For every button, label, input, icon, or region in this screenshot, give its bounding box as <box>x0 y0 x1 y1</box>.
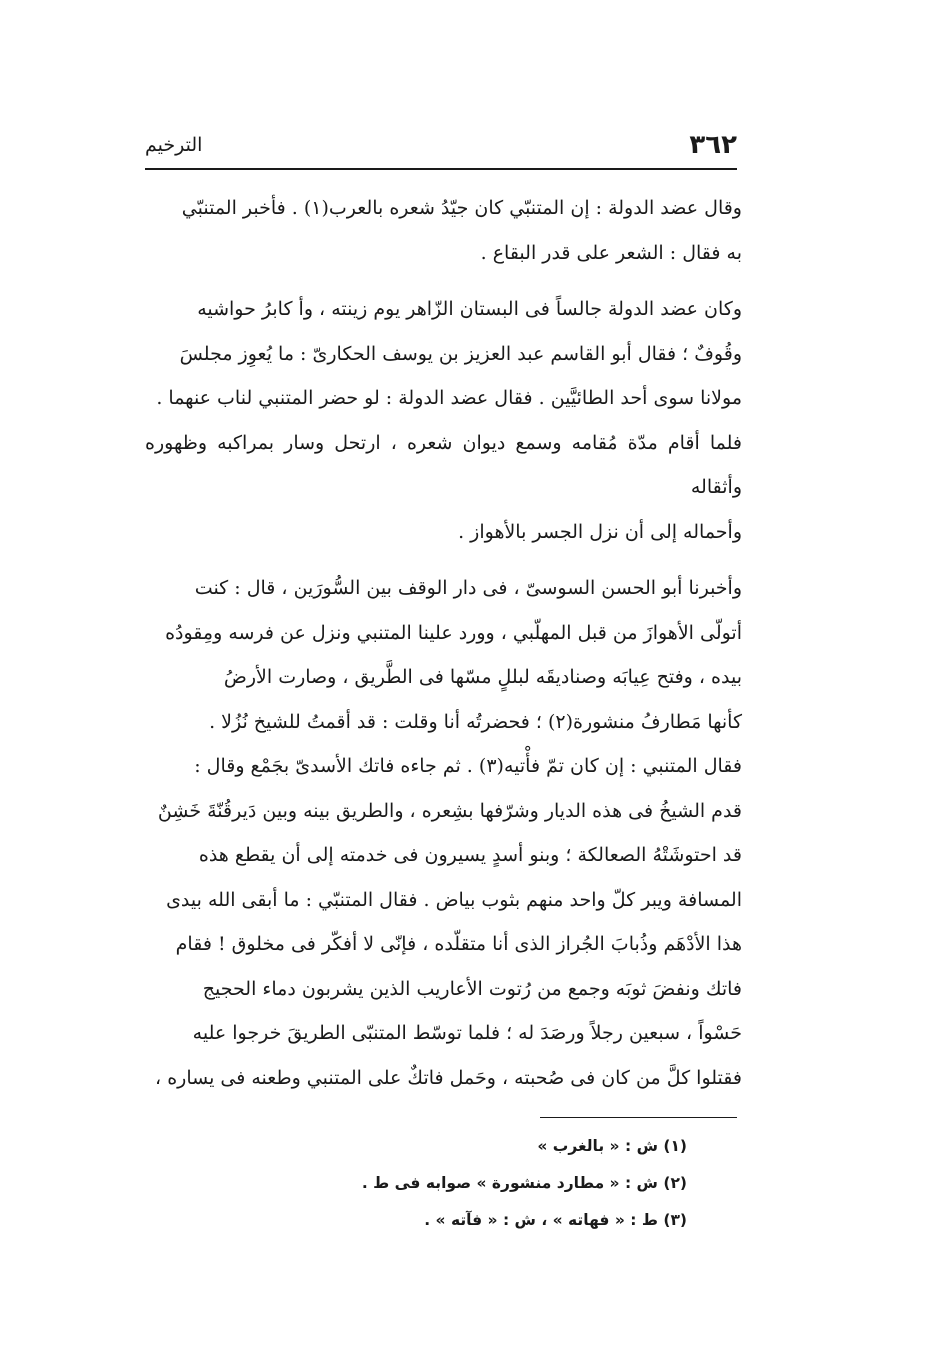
text-line: مولانا سوى أحد الطائيَّين . فقال عضد الدولة : لو حضر المتنبي لناب عنهما . <box>156 387 742 409</box>
text-line: فقتلوا كلَّ من كان فى صُحبته ، وحَمل فاتكٌ على المتنبي وطعنه فى يساره ، <box>155 1066 742 1089</box>
text-line: فاتك ونفضَ ثوبَه وجمع من رُتوت الأعاريب الذين يشربون دماء الحجيج <box>202 977 742 1000</box>
text-line: وأحماله إلى أن نزل الجسر بالأهواز . <box>458 520 742 543</box>
footnotes <box>187 1128 687 1239</box>
page-header <box>145 128 737 170</box>
footnote-2: (٢) ش : « مطارد منشورة » صوابه فى ط . <box>361 1174 687 1192</box>
text-line: كأنها مَطارفُ منشورة(٢) ؛ فحضرتُه أنا وقلت : قد أقمتُ للشيخ نُزُلا . <box>209 710 742 733</box>
text-line: وقال عضد الدولة : إن المتنبّي كان جيّدُ شعره بالعرب(١) . فأخبر المتنبّي <box>181 197 742 219</box>
paragraph-2 <box>145 287 742 554</box>
text-line: فقال المتنبي : إن كان تمّ فأْتيه(٣) . ثم جاءه فاتك الأسدىّ بجَمْع وقال : <box>194 755 742 777</box>
footnote-1: (١) ش : « بالغرب » <box>537 1137 687 1155</box>
text-line: به فقال : الشعر على قدر البقاع . <box>480 241 742 264</box>
text-line: قد احتوشَتْهُ الصعالكة ؛ وبنو أسدٍ يسيرون فى خدمته إلى أن يقطع هذه <box>198 844 742 866</box>
text-line: قدم الشيخُ فى هذه الديار وشرّفها بشِعره ، والطريق بينه وبين دَيرقُنّةَ خَشِنٌ <box>157 799 742 822</box>
text-line: بيده ، وفتح عِيابَه وصناديقَه لبللٍ مسّها فى الطَّريق ، وصارت الأرضُ <box>223 666 742 688</box>
page-number: ٣٦٢ <box>689 130 737 160</box>
paragraph-1 <box>145 186 742 275</box>
text-line: وقُوفٌ ؛ فقال أبو القاسم عبد العزيز بن يوسف الحكارىّ : ما يُعوِز مجلسَ <box>179 342 742 365</box>
running-title: الترخيم <box>145 134 203 156</box>
paragraph-3 <box>145 566 742 1100</box>
text-line: حَسْواً ، سبعين رجلاً ورصَدَ له ؛ فلما توسّط المتنبّى الطريقَ خرجوا عليه <box>192 1022 742 1044</box>
text-line: فلما أقام مدّة مُقامه وسمع ديوان شعره ، ارتحل وسار بمراكبه وظهوره وأثقاله <box>145 431 742 498</box>
body-text <box>145 186 742 1100</box>
footnote-divider <box>540 1117 737 1118</box>
text-line: المسافة ويبر كلّ واحد منهم بثوب بياض . فقال المتنبّي : ما أبقى الله بيدى <box>166 888 742 911</box>
text-line: أتولّى الأهوازَ من قبل المهلّبي ، وورد علينا المتنبي ونزل عن فرسه ومِقودُه <box>165 621 742 644</box>
text-line: وكان عضد الدولة جالساً فى البستان الزّاهر يوم زينته ، وأ كابرُ حواشيه <box>197 298 742 320</box>
text-line: وأخبرنا أبو الحسن السوسىّ ، فى دار الوقف بين السُّورَين ، قال : كنت <box>194 577 742 599</box>
text-line: هذا الأدْهَم وذُبابَ الجُراز الذى أنا متقلّده ، فإنّى لا أفكّر فى مخلوق ! فقام <box>175 933 742 955</box>
footnote-3: (٣) ط : « فهاته » ، ش : « فآته » . <box>424 1211 687 1229</box>
